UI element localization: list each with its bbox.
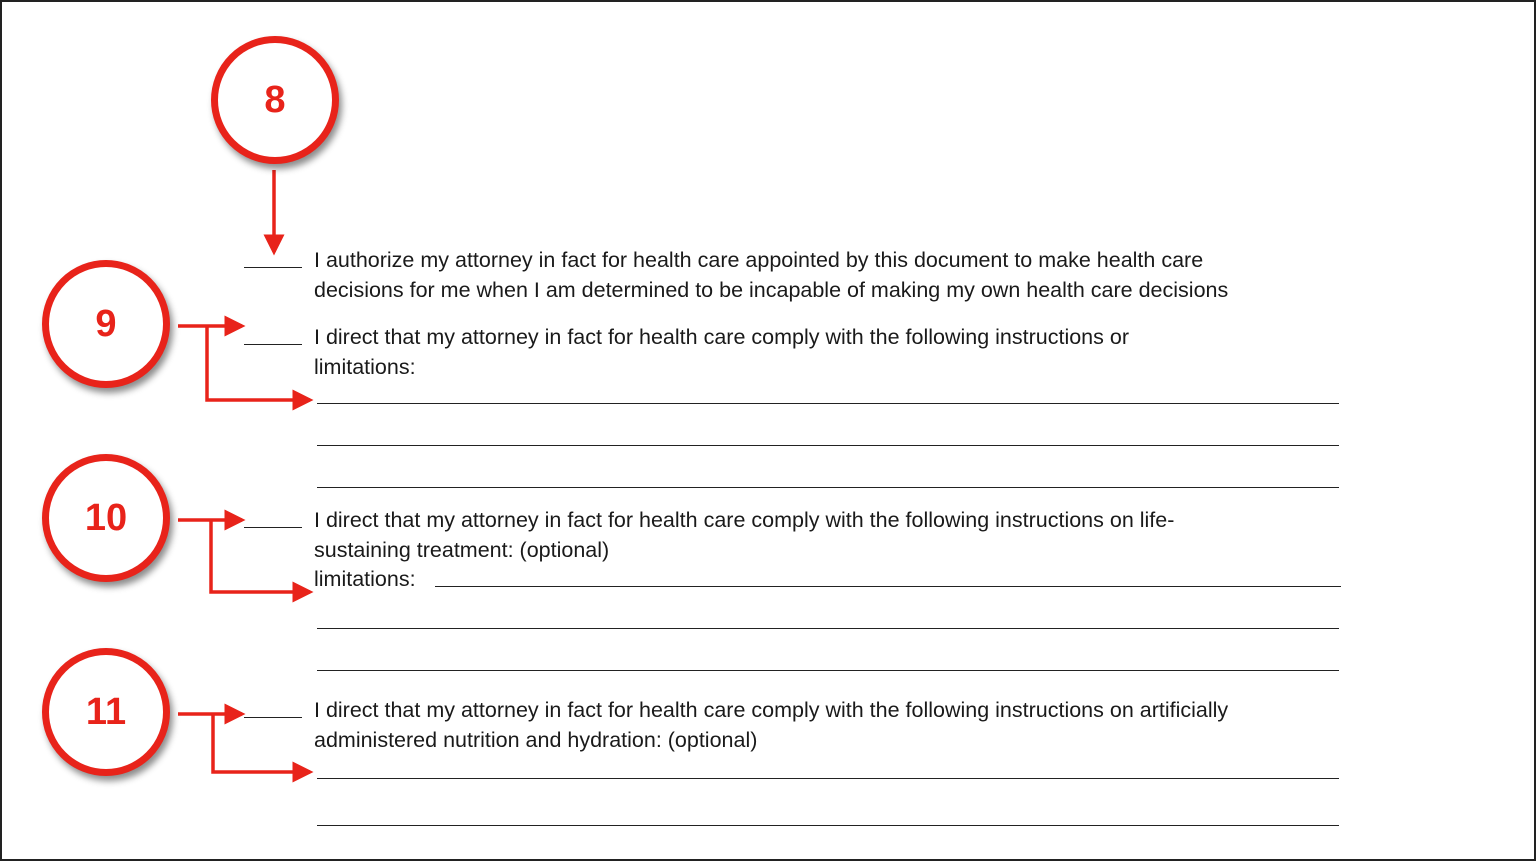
callout-8-number: 8 <box>264 78 286 121</box>
initial-blank-nutrition[interactable] <box>244 717 302 718</box>
initial-blank-life-sustaining[interactable] <box>244 527 302 528</box>
nutrition-clause-line2: administered nutrition and hydration: (optional) <box>314 728 758 752</box>
life-sustaining-write-line-1[interactable] <box>435 586 1341 587</box>
arrow-10-lines <box>211 520 310 592</box>
arrow-11-lines <box>213 714 310 772</box>
instructions-write-line-3[interactable] <box>317 487 1339 488</box>
instructions-write-line-2[interactable] <box>317 445 1339 446</box>
arrow-9-lines <box>207 326 310 400</box>
callout-8 <box>211 36 339 164</box>
initial-blank-instructions[interactable] <box>244 344 302 345</box>
life-sustaining-write-line-3[interactable] <box>317 670 1339 671</box>
instructions-clause-line2: limitations: <box>314 355 416 379</box>
initial-blank-authorize[interactable] <box>244 267 302 268</box>
nutrition-write-line-2[interactable] <box>317 825 1339 826</box>
callout-10 <box>42 454 170 582</box>
nutrition-write-line-1[interactable] <box>317 778 1339 779</box>
callout-10-number: 10 <box>84 496 128 539</box>
callout-9 <box>42 260 170 388</box>
callout-9-number: 9 <box>95 302 117 345</box>
instructions-write-line-1[interactable] <box>317 403 1339 404</box>
instructions-clause-line1: I direct that my attorney in fact for health care comply with the following instructions or <box>314 325 1129 349</box>
callout-11-number: 11 <box>85 690 127 733</box>
authorize-clause-line2: decisions for me when I am determined to be incapable of making my own health care decisions <box>314 278 1229 302</box>
nutrition-clause-line1: I direct that my attorney in fact for health care comply with the following instructions on artificially <box>314 698 1229 722</box>
life-sustaining-clause-line2: sustaining treatment: (optional) <box>314 538 610 562</box>
life-sustaining-clause-line1: I direct that my attorney in fact for health care comply with the following instructions on life- <box>314 508 1175 532</box>
life-sustaining-write-line-2[interactable] <box>317 628 1339 629</box>
authorize-clause-line1: I authorize my attorney in fact for health care appointed by this document to make health care <box>314 248 1204 272</box>
life-sustaining-clause-line3: limitations: <box>314 567 416 591</box>
callout-11 <box>42 648 170 776</box>
